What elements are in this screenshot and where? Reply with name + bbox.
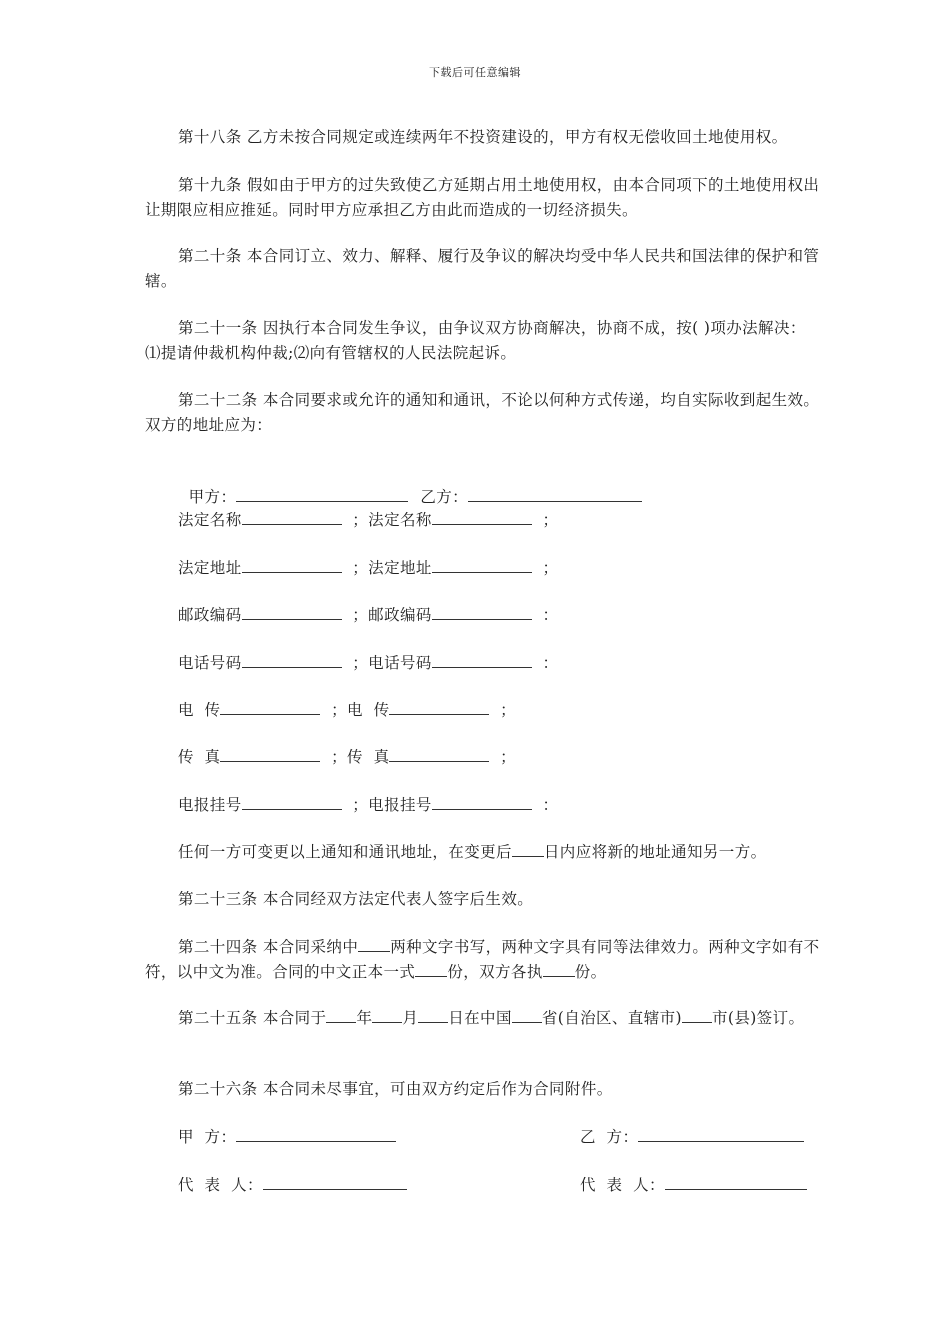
article-25: 第二十五条 本合同于 年 月 日在中国 省(自治区、直辖市) 市(县)签订。: [178, 1009, 805, 1027]
page-header: 下载后可任意编辑: [429, 66, 521, 79]
address-row: 法定地址 ；法定地址 ；: [178, 559, 559, 577]
party-a-blank: [236, 487, 408, 502]
article-26: 第二十六条 本合同未尽事宜，可由双方约定后作为合同附件。: [178, 1080, 613, 1098]
address-row: 邮政编码 ；邮政编码 ：: [178, 606, 559, 624]
article-22: 第二十二条 本合同要求或允许的通知和通讯，不论以何种方式传递，均自实际收到起生效。双方的地址应为：: [145, 391, 820, 434]
party-b-blank: [468, 487, 642, 502]
address-party-row: [178, 460, 642, 510]
article-19: 第十九条 假如由于甲方的过失致使乙方延期占用土地使用权，由本合同项下的土地使用权出让期限应相应推延。同时甲方应承担乙方由此而造成的一切经济损失。: [145, 176, 820, 219]
article-24: 第二十四条 本合同采纳中 两种文字书写，两种文字具有同等法律效力。两种文字如有不符，以中文为准。合同的中文正本一式 份，双方各执 份。: [145, 938, 820, 981]
article-21: 第二十一条 因执行本合同发生争议，由争议双方协商解决，协商不成，按( )项办法解决：⑴提请仲裁机构仲裁;⑵向有管辖权的人民法院起诉。: [145, 319, 806, 362]
address-row: 传 真 ；传 真 ；: [178, 748, 517, 766]
signature-party-b: 乙 方：: [580, 1125, 804, 1150]
address-row: 法定名称 ；法定名称 ；: [178, 511, 559, 529]
party-a-label: 甲方：: [188, 488, 237, 506]
change-notice: 任何一方可变更以上通知和通讯地址，在变更后 日内应将新的地址通知另一方。: [178, 843, 767, 861]
address-row: 电 传 ；电 传 ；: [178, 701, 517, 719]
signature-rep-a: 代 表 人：: [178, 1173, 407, 1198]
signature-rep-b: 代 表 人：: [580, 1173, 807, 1198]
article-18: 第十八条 乙方未按合同规定或连续两年不投资建设的，甲方有权无偿收回土地使用权。: [178, 128, 788, 146]
article-20: 第二十条 本合同订立、效力、解释、履行及争议的解决均受中华人民共和国法律的保护和管辖。: [145, 247, 820, 290]
address-row: 电话号码 ；电话号码 ：: [178, 654, 559, 672]
signature-party-a: 甲 方：: [178, 1125, 396, 1150]
article-23: 第二十三条 本合同经双方法定代表人签字后生效。: [178, 890, 534, 908]
address-row: 电报挂号 ；电报挂号 ：: [178, 796, 559, 814]
party-b-label: 乙方：: [420, 488, 469, 506]
